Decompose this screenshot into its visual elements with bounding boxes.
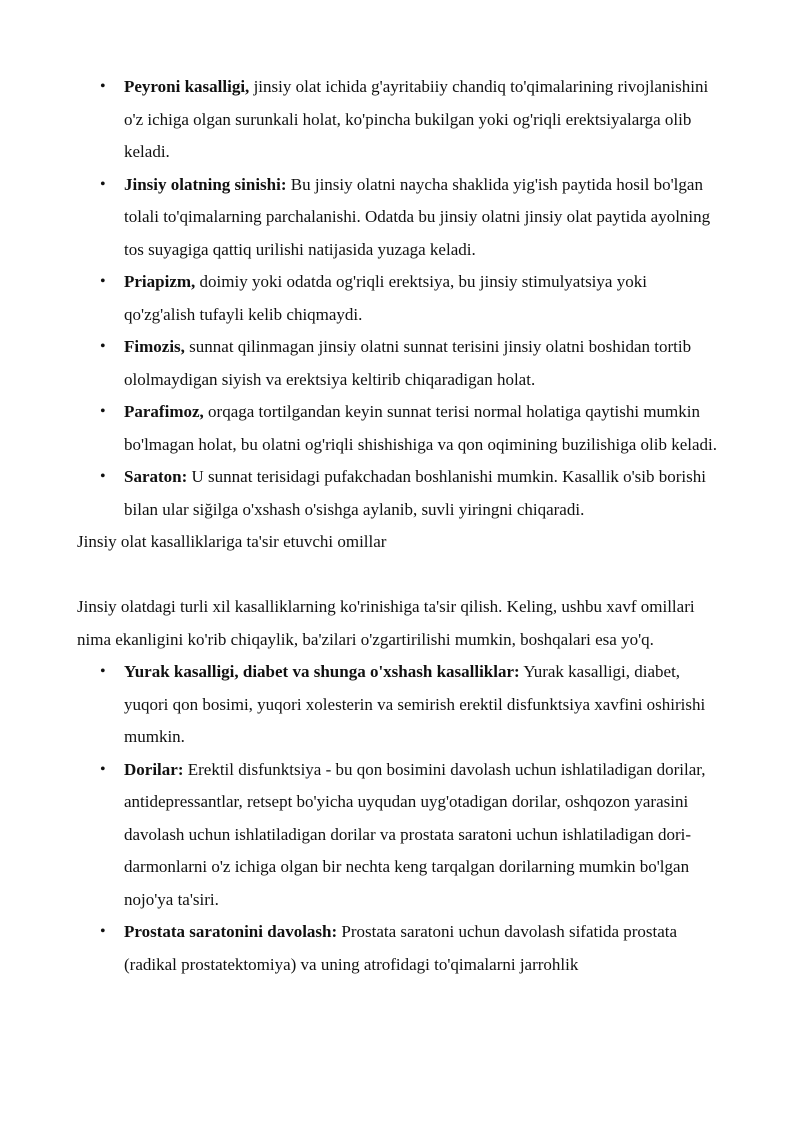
list-item — [100, 754, 720, 917]
section-heading: Jinsiy olat kasalliklariga ta'sir etuvchi omillar — [77, 532, 387, 551]
list-item — [100, 461, 720, 526]
list-item-term: Jinsiy olatning sinishi: — [124, 174, 287, 194]
bullet: • — [100, 78, 106, 95]
list-item-text: doimiy yoki odatda og'riqli erektsiya, bu jinsiy stimulyatsiya yoki qo'zg'alish tufayli kelib chiqmaydi. — [124, 272, 647, 324]
list-item — [100, 266, 720, 331]
list-item — [100, 71, 720, 169]
list-item-text: Bu jinsiy olatni naycha shaklida yig'ish paytida hosil bo'lgan tolali to'qimalarning parchalanishi. Odatda bu jinsiy olatni jinsiy olat paytida ayolning tos suyagiga qattiq urilishi natijasida yuzaga keladi. — [124, 174, 711, 259]
intro-paragraph: Jinsiy olatdagi turli xil kasalliklarning ko'rinishiga ta'sir qilish. Keling, ushbu xavf omillari nima ekanligini ko'rib chiqaylik, ba'zilari o'zgartirilishi mumkin, boshqalari esa yo'q. — [77, 597, 695, 649]
list-item-text: U sunnat terisidagi pufakchadan boshlanishi mumkin. Kasallik o'sib borishi bilan ular siğilga o'xshash o'sishga aylanib, suvli yiringni chiqaradi. — [124, 467, 706, 519]
list-item-term: Priapizm, — [124, 272, 196, 291]
conditions-list — [0, 71, 800, 526]
bullet: • — [100, 663, 106, 680]
list-item-text: Erektil disfunktsiya - bu qon bosimini davolash uchun ishlatiladigan dorilar, antidepressantlar, retsept bo'yicha uyqudan uyg'otadigan dorilar, oshqozon yarasini davolash uchun ishlatiladigan dorilar va prostata saratoni uchun ishlatiladigan dori-darmonlarni o'z ichiga olgan bir nechta keng tarqalgan dorilarning mumkin bo'lgan nojo'ya ta'siri. — [124, 759, 706, 909]
bullet: • — [100, 273, 106, 290]
list-item — [100, 916, 720, 981]
list-item — [100, 396, 720, 461]
bullet: • — [100, 923, 106, 940]
list-item — [100, 169, 720, 267]
risk-factors-list — [0, 656, 800, 981]
list-item-text: Yurak kasalligi, diabet, yuqori qon bosimi, yuqori xolesterin va semirish erektil disfunktsiya xavfini oshirishi mumkin. — [124, 662, 706, 746]
document-page — [0, 71, 800, 981]
bullet: • — [100, 403, 106, 420]
list-item-term: Saraton: — [124, 467, 188, 486]
list-item-term: Prostata saratonini davolash: — [124, 922, 338, 941]
bullet: • — [100, 760, 106, 778]
bullet: • — [100, 468, 106, 485]
bullet: • — [100, 338, 106, 355]
list-item-text: jinsiy olat ichida g'ayritabiiy chandiq to'qimalarining rivojlanishini o'z ichiga olgan surunkali holat, ko'pincha bukilgan yoki og'riqli erektsiyalarga olib keladi. — [124, 77, 709, 161]
bullet: • — [100, 175, 106, 193]
list-item-text: orqaga tortilgandan keyin sunnat terisi normal holatiga qaytishi mumkin bo'lmagan holat, bu olatni og'riqli shishishiga va qon oqimining buzilishiga olib keladi. — [124, 402, 718, 454]
list-item — [100, 331, 720, 396]
list-item-term: Dorilar: — [124, 759, 184, 779]
list-item-term: Parafimoz, — [124, 402, 204, 421]
list-item-text: sunnat qilinmagan jinsiy olatni sunnat terisini jinsiy olatni boshidan tortib ololmaydigan siyish va erektsiya keltirib chiqaradigan holat. — [124, 337, 692, 389]
blank-line — [0, 559, 800, 592]
list-item — [100, 656, 720, 754]
list-item-term: Peyroni kasalligi, — [124, 77, 250, 96]
list-item-text: Prostata saratoni uchun davolash sifatida prostata (radikal prostatektomiya) va uning atrofidagi to'qimalarni jarrohlik — [124, 922, 678, 974]
list-item-term: Fimozis, — [124, 337, 185, 356]
list-item-term: Yurak kasalligi, diabet va shunga o'xshash kasalliklar: — [124, 662, 520, 681]
